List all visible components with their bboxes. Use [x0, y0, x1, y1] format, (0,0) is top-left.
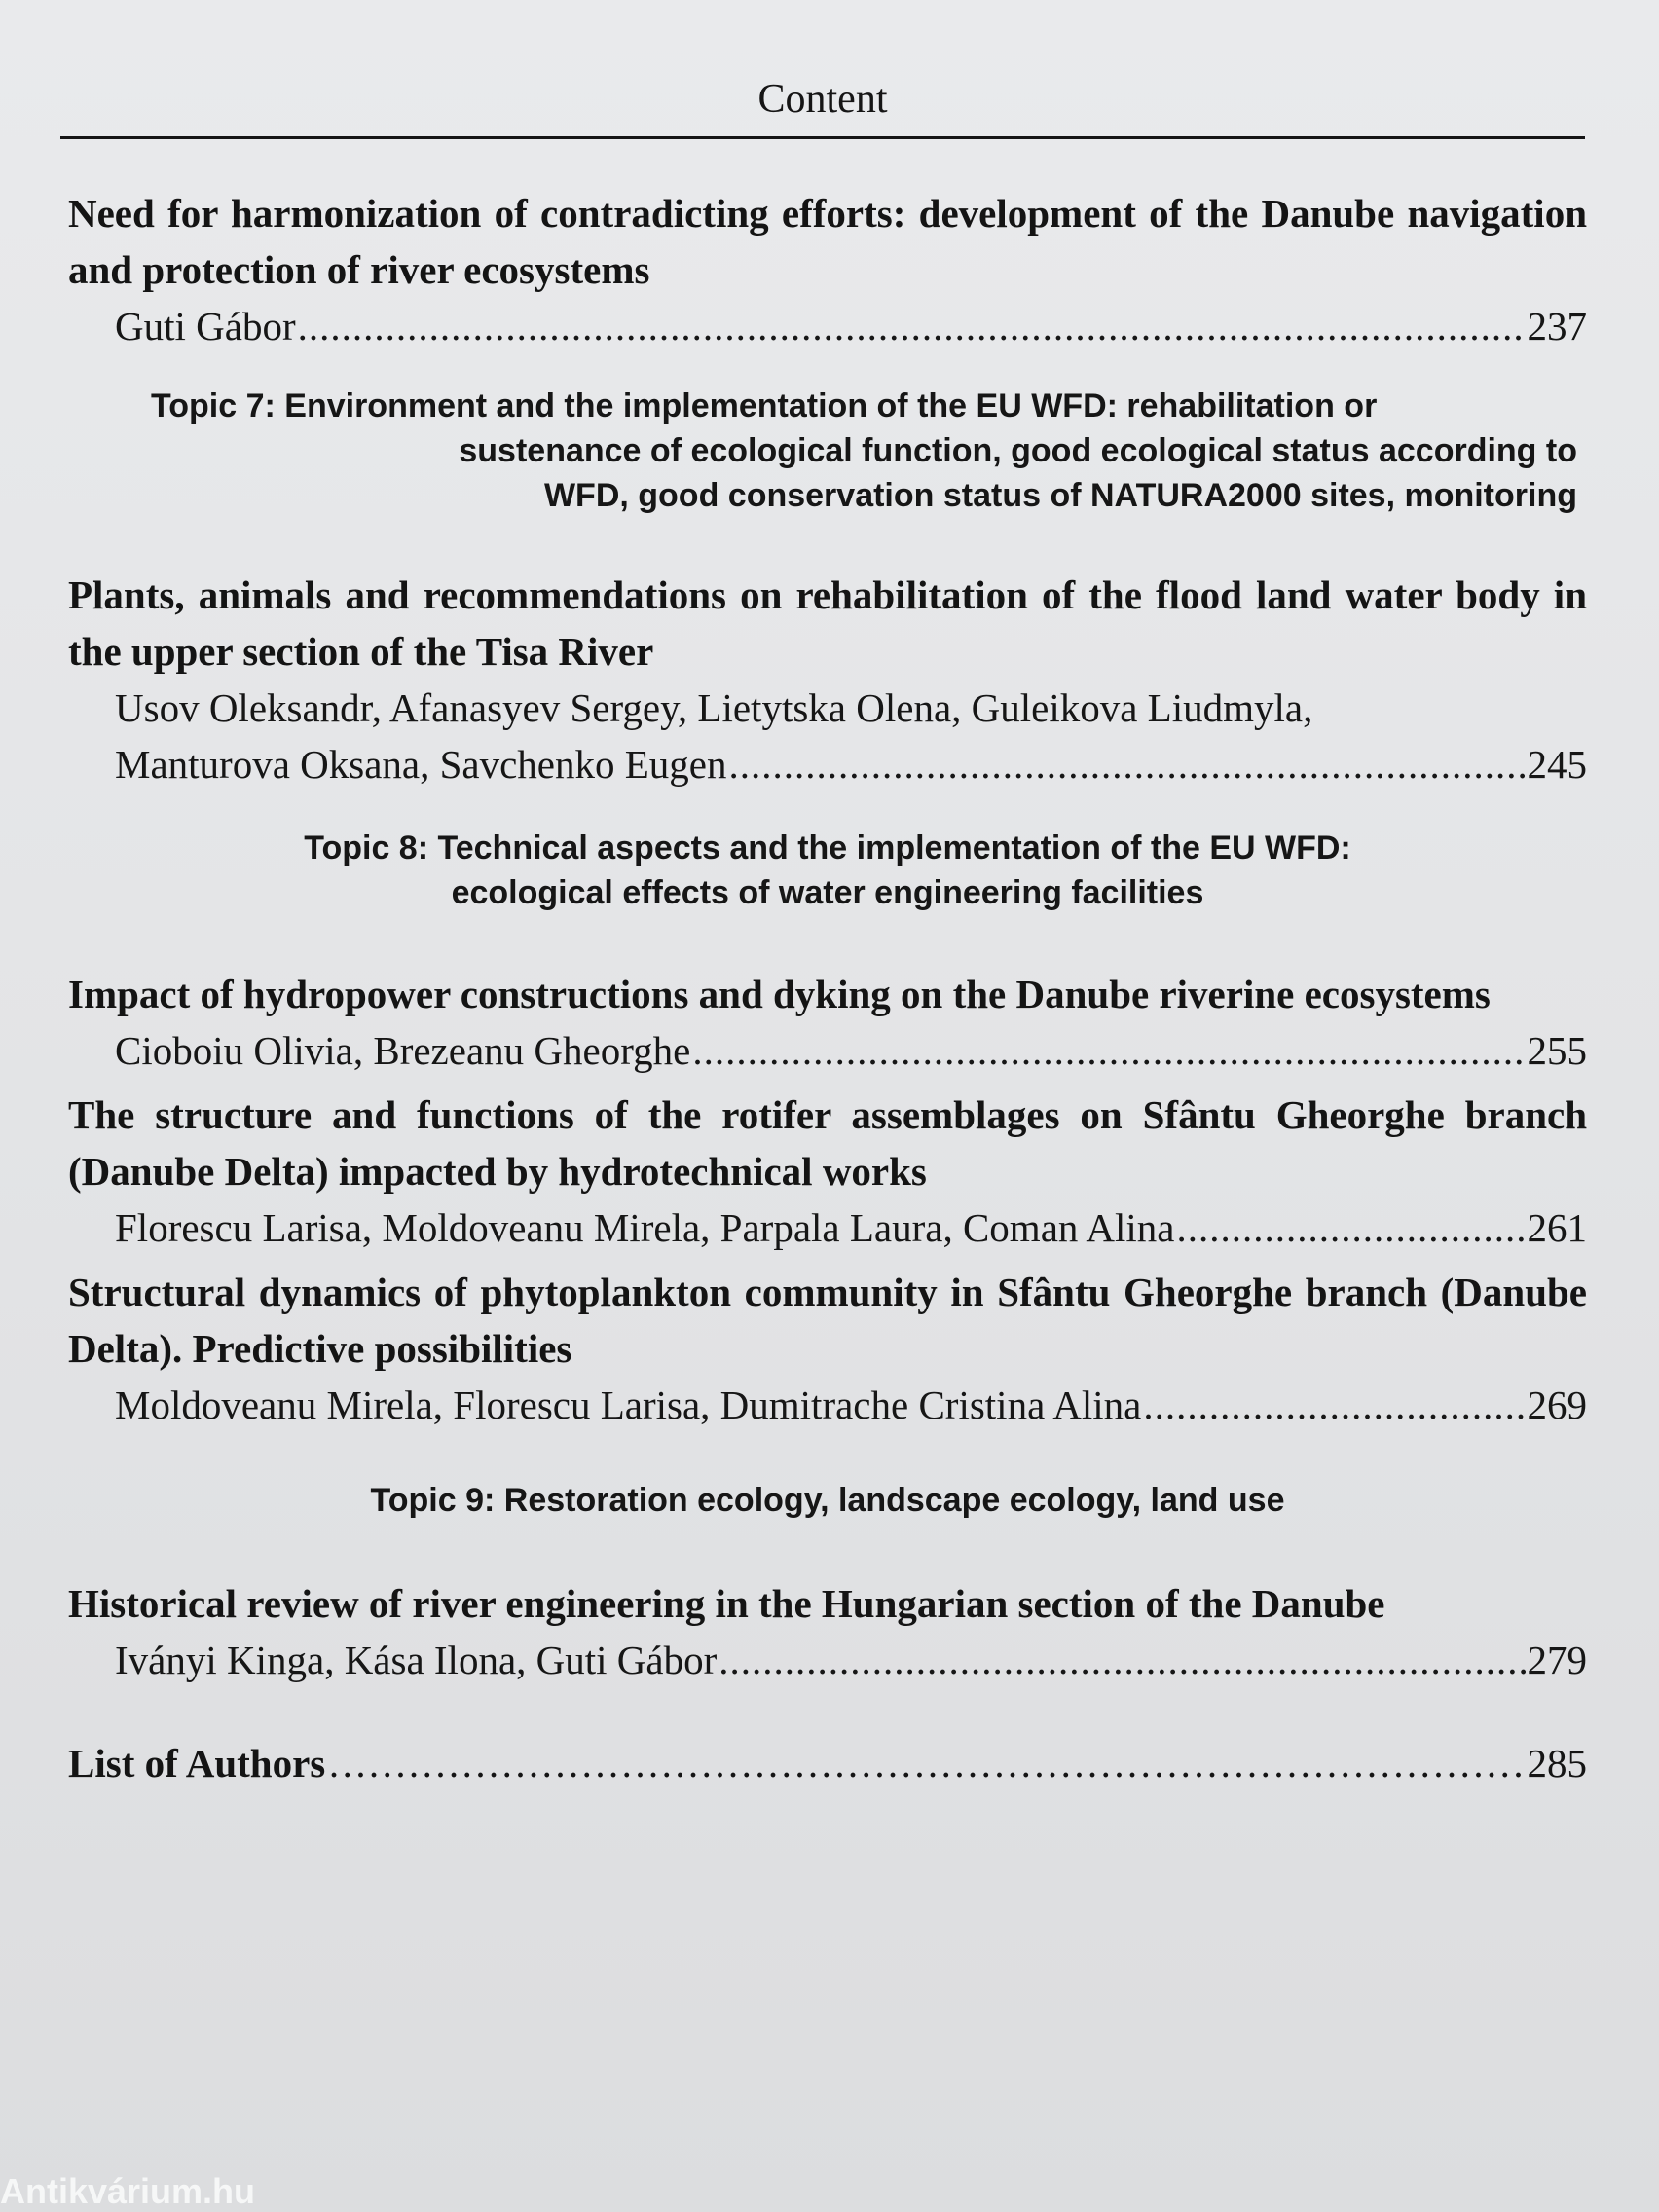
toc-entry-page: 255: [1527, 1028, 1587, 1073]
list-of-authors-page: 285: [1527, 1741, 1587, 1786]
list-of-authors-entry: [68, 1735, 1587, 1791]
toc-entry: [68, 1264, 1587, 1433]
toc-entry: [68, 966, 1587, 1079]
toc-entry-title: The structure and functions of the rotifer assemblages on Sfântu Gheorghe branch (Danube Delta) impacted by hydrotechnical works: [68, 1092, 1587, 1194]
toc-entry-authors-line: [68, 1632, 1587, 1688]
toc-entry-page: 279: [1527, 1638, 1587, 1682]
toc-entry-authors-line: [68, 736, 1587, 793]
toc-entry-authors: Guti Gábor: [115, 304, 296, 349]
toc-entry-title: Historical review of river engineering in the Hungarian section of the Danube: [68, 1581, 1385, 1626]
toc-entry-title: Structural dynamics of phytoplankton community in Sfântu Gheorghe branch (Danube Delta). Predictive possibilities: [68, 1270, 1587, 1371]
topic-heading-8: [68, 826, 1587, 915]
dot-leader: [327, 1735, 1525, 1791]
topic-heading-line: ecological effects of water engineering facilities: [451, 874, 1204, 911]
toc-entry: [68, 567, 1587, 793]
toc-entry-authors: Iványi Kinga, Kása Ilona, Guti Gábor: [115, 1638, 718, 1682]
toc-entry-page: 237: [1527, 304, 1587, 349]
dot-leader: [729, 736, 1526, 793]
toc-entry-authors: Usov Oleksandr, Afanasyev Sergey, Lietytska Olena, Guleikova Liudmyla,: [115, 685, 1313, 730]
toc-entry-authors: Moldoveanu Mirela, Florescu Larisa, Dumitrache Cristina Alina: [115, 1382, 1142, 1427]
topic-heading-9: [68, 1478, 1587, 1523]
toc-entry-authors-line: [68, 1022, 1587, 1079]
toc-entry-page: 245: [1527, 742, 1587, 787]
dot-leader: [692, 1022, 1525, 1079]
toc-entry-authors: Cioboiu Olivia, Brezeanu Gheorghe: [115, 1028, 691, 1073]
topic-heading-line: sustenance of ecological function, good ecological status according to: [459, 432, 1577, 469]
toc-entry-authors: Florescu Larisa, Moldoveanu Mirela, Parpala Laura, Coman Alina: [115, 1205, 1175, 1250]
dot-leader: [1143, 1377, 1525, 1433]
toc-entry-authors: Manturova Oksana, Savchenko Eugen: [115, 742, 727, 787]
topic-heading-line: Topic 9: Restoration ecology, landscape ecology, land use: [370, 1482, 1285, 1519]
topic-heading-7: [68, 384, 1587, 518]
toc-entry-page: 261: [1527, 1205, 1587, 1250]
list-of-authors-label: List of Authors: [68, 1741, 326, 1786]
toc-entry-authors-line: [68, 1377, 1587, 1433]
topic-heading-line: Topic 7: Environment and the implementation of the EU WFD: rehabilitation or: [151, 387, 1378, 424]
dot-leader: [1176, 1199, 1525, 1256]
toc-entry-title: Need for harmonization of contradicting efforts: development of the Danube navigation and protection of river ecosystems: [68, 191, 1587, 292]
page-header-title: Content: [757, 77, 888, 122]
topic-heading-line: Topic 8: Technical aspects and the implementation of the EU WFD:: [304, 830, 1351, 866]
watermark-text: Antikvárium.hu: [0, 2171, 256, 2211]
toc-entry-title: Impact of hydropower constructions and dyking on the Danube riverine ecosystems: [68, 972, 1491, 1016]
toc-entry-authors-line: [68, 1199, 1587, 1256]
dot-leader: [298, 298, 1526, 354]
header-divider: [60, 136, 1585, 139]
toc-entry-page: 269: [1527, 1382, 1587, 1427]
topic-heading-line: WFD, good conservation status of NATURA2000 sites, monitoring: [543, 477, 1577, 514]
toc-entry: [68, 185, 1587, 354]
dot-leader: [719, 1632, 1525, 1688]
toc-entry: [68, 1087, 1587, 1256]
table-of-contents: [68, 185, 1587, 1791]
toc-entry-authors-line: [68, 298, 1587, 354]
toc-entry: [68, 1575, 1587, 1688]
toc-entry-title: Plants, animals and recommendations on rehabilitation of the flood land water body in the upper section of the Tisa River: [68, 572, 1587, 674]
